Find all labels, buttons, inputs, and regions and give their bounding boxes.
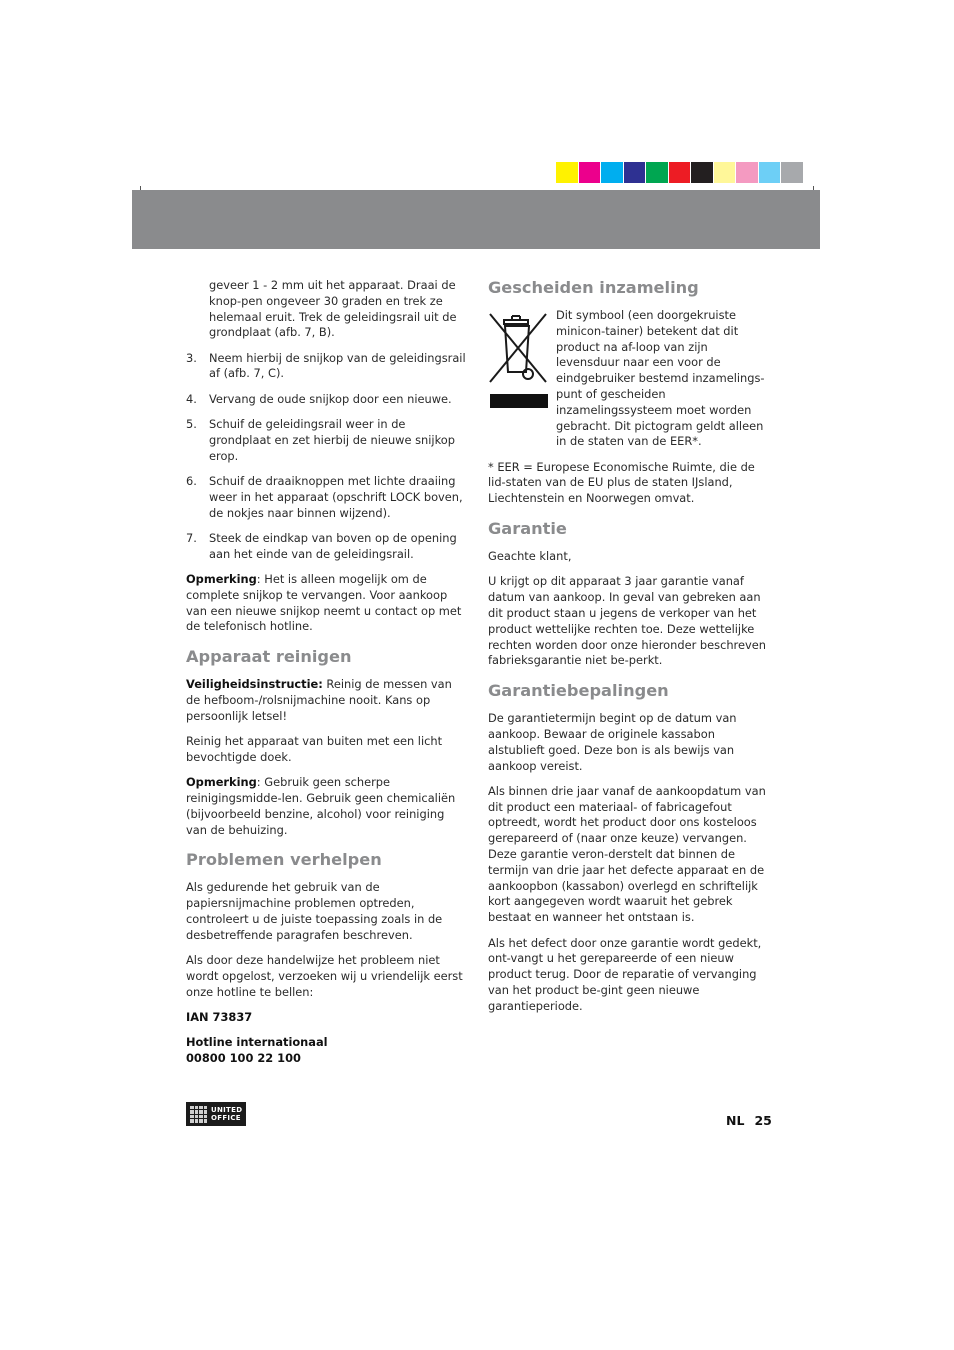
- eer-note: * EER = Europese Economische Ruimte, die de lid-staten van de EU plus de staten IJsland, Liechtenstein en Noorwegen omvat.: [488, 459, 755, 506]
- note-paragraph: [186, 775, 468, 838]
- weee-text: Dit symbool (een doorgekruiste minicon-tainer) betekent dat dit product na af-loop van zijn levensduur naar een voor de eindgebruiker bestemd inzamelings-punt of gescheiden inzamelingssysteem moet worden gebracht. Dit pictogram geldt alleen in de staten van de EER*.: [556, 308, 765, 449]
- warranty-paragraph: U krijgt op dit apparaat 3 jaar garantie vanaf datum van aankoop. In geval van gebreken aan dit product staan u jegens de verkoper van het product wettelijke rechten toe. Deze wettelijke rechten worden door onze hieronder beschreven fabrieksgarantie niet be-perkt.: [488, 574, 766, 668]
- terms-paragraph: Als binnen drie jaar vanaf de aankoopdatum van dit product een materiaal- of fabricagefout optreedt, wordt het product door ons kosteloos gerepareerd of (naar onze keuze) vervangen. Deze garantie veron-derstelt dat binnen de termijn van drie jaar het defecte apparaat en de aankoopbon (kassabon) overlegd en schriftelijk kort aangegeven wordt waaruit het gebrek bestaat en wanneer het ontstaan is.: [488, 783, 766, 925]
- color-swatch: [579, 162, 601, 183]
- color-swatch: [601, 162, 623, 183]
- weee-block: [488, 308, 766, 450]
- step-text: Schuif de draaiknoppen met lichte draaiing weer in het apparaat (opschrift LOCK boven, de nokjes naar binnen wijzend).: [209, 473, 463, 520]
- heading-problems: Problemen verhelpen: [186, 850, 382, 870]
- color-swatch: [556, 162, 578, 183]
- color-swatch: [691, 162, 713, 183]
- color-swatch: [714, 162, 736, 183]
- logo-grid-icon: [190, 1106, 207, 1123]
- note-text: : Het is alleen mogelijk om de complete snijkop te vervangen. Voor aankoop van een nieuwe snijkop neemt u contact op met de telefonisch hotline.: [186, 571, 462, 634]
- logo-text: [211, 1106, 242, 1122]
- heading-terms: Garantiebepalingen: [488, 681, 669, 701]
- list-item: [186, 474, 468, 521]
- color-swatch: [781, 162, 803, 183]
- heading-warranty: Garantie: [488, 519, 567, 539]
- step-number: 7.: [186, 530, 197, 545]
- heading-collection: Gescheiden inzameling: [488, 278, 699, 297]
- note-paragraph: [186, 572, 468, 635]
- note-label: Opmerking: [186, 775, 257, 790]
- left-column: [186, 278, 468, 1076]
- terms-paragraph: Als het defect door onze garantie wordt gedekt, ont-vangt u het gerepareerde of een nieuw product terug. Door de reparatie of vervanging van het product be-gint geen nieuwe garantieperiode.: [488, 935, 762, 1013]
- header-band: [132, 190, 820, 249]
- logo-line: OFFICE: [211, 1114, 241, 1122]
- right-column: [488, 278, 766, 1024]
- problems-paragraph: Als gedurende het gebruik van de papiersnijmachine problemen optreden, controleert u de juiste toepassing zoals in de desbetreffende paragrafen beschreven.: [186, 880, 443, 942]
- greeting: Geachte klant,: [488, 549, 572, 564]
- step-number: 6.: [186, 473, 197, 488]
- hotline-number: 00800 100 22 100: [186, 1050, 301, 1065]
- heading-cleaning: Apparaat reinigen: [186, 647, 352, 667]
- hotline-block: [186, 1035, 468, 1067]
- print-color-bar: [556, 162, 803, 183]
- color-swatch: [624, 162, 646, 183]
- color-swatch: [646, 162, 668, 183]
- continued-text: geveer 1 - 2 mm uit het apparaat. Draai de knop-pen ongeveer 30 graden en trek ze helemaal eruit. Trek de geleidingsrail uit de grondplaat (afb. 7, B).: [209, 278, 457, 340]
- ian-number: IAN 73837: [186, 1009, 253, 1024]
- list-item: [186, 392, 468, 408]
- step-text: Vervang de oude snijkop door een nieuwe.: [209, 391, 452, 406]
- color-swatch: [669, 162, 691, 183]
- color-swatch: [736, 162, 758, 183]
- step-text: Schuif de geleidingsrail weer in de grondplaat en zet hierbij de nieuwe snijkop erop.: [209, 417, 455, 463]
- page-number: [726, 1113, 772, 1128]
- hotline-label: Hotline internationaal: [186, 1035, 328, 1050]
- step-number: 3.: [186, 350, 197, 365]
- note-text: : Gebruik geen scherpe reinigingsmidde-len. Gebruik geen chemicaliën (bijvoorbeeld benzine, alcohol) voor reiniging van de behuizing.: [186, 775, 456, 837]
- logo-line: UNITED: [211, 1106, 243, 1114]
- safety-text: Reinig de messen van de hefboom-/rolsnijmachine nooit. Kans op persoonlijk letsel!: [186, 677, 452, 723]
- color-swatch: [759, 162, 781, 183]
- step-text: Neem hierbij de snijkop van de geleidingsrail af (afb. 7, C).: [209, 350, 466, 381]
- weee-symbol: [488, 308, 546, 450]
- note-label: Opmerking: [186, 571, 257, 586]
- steps-list: [186, 351, 468, 563]
- safety-paragraph: [186, 677, 468, 724]
- safety-label: Veiligheidsinstructie:: [186, 677, 323, 692]
- clean-paragraph: Reinig het apparaat van buiten met een licht bevochtigde doek.: [186, 734, 443, 764]
- brand-logo: [186, 1102, 246, 1126]
- list-item: [186, 531, 468, 563]
- problems-paragraph: Als door deze handelwijze het probleem niet wordt opgelost, verzoeken wij u vriendelijk eerst onze hotline te bellen:: [186, 953, 463, 999]
- terms-paragraph: De garantietermijn begint op de datum van aankoop. Bewaar de originele kassabon alstublieft goed. Deze bon is als bewijs van aankoop vereist.: [488, 711, 737, 773]
- language-code: NL: [726, 1113, 745, 1128]
- crossed-bin-icon: [488, 308, 548, 408]
- list-item: [186, 417, 468, 464]
- step-number: 5.: [186, 417, 197, 432]
- list-item: [186, 351, 468, 383]
- page-value: 25: [754, 1113, 772, 1128]
- step-text: Steek de eindkap van boven op de opening aan het einde van de geleidingsrail.: [209, 530, 457, 561]
- step-number: 4.: [186, 391, 197, 406]
